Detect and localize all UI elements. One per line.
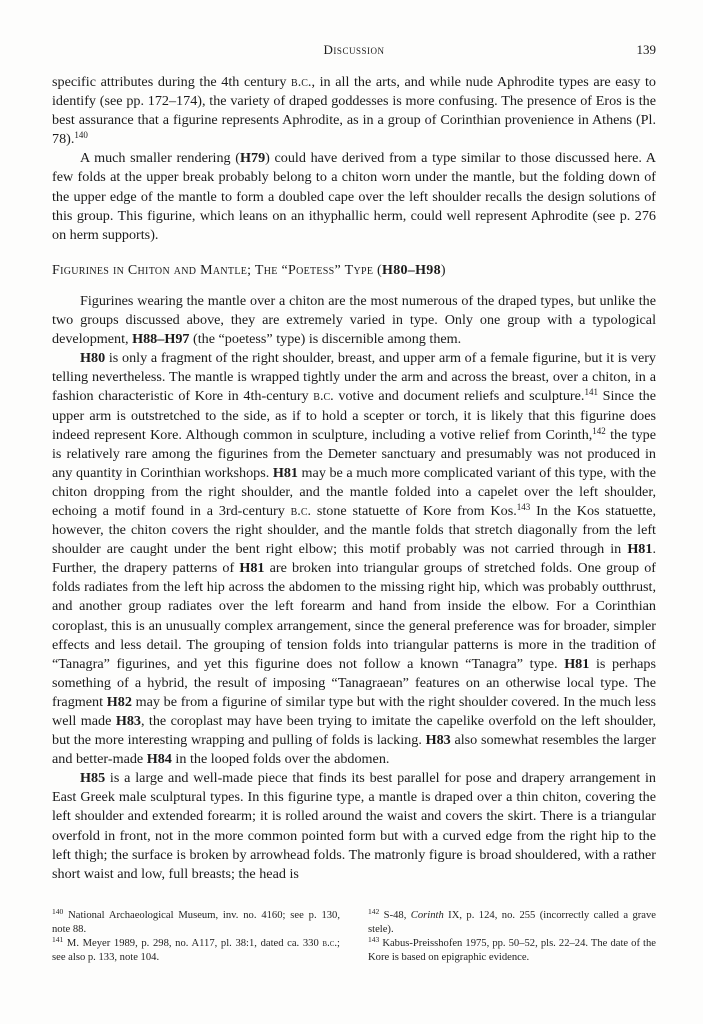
footnote-ref[interactable]: 141	[584, 387, 598, 398]
paragraph-4: H80 is only a fragment of the right shoulder, breast, and upper arm of a female figurine, but it is very telling nevertheless. The mantle is wrapped tightly under the arm and across the breast, over a chiton, in a fashion characteristic of Kore in 4th-century b.c. votive and document reliefs and sculpture.$^{141}$ Since the upper arm is outstretched to the side, as if to hold a scepter or torch, it is likely that this figurine does indeed represent Kore. Although common in sculpture, including a votive relief from Corinth,$^{142}$ the type is relatively rare among the figurines from the Demeter sanctuary and presumably was not produced in any quantity in Corinthian workshops. H81 may be a much more complicated variant of this type, with the chiton dropping from the right shoulder, and the mantle folded into a capelet over the left shoulder, echoing a motif found in a 3rd-century b.c. stone statuette of Kore from Kos.$^{143}$ In the Kos statuette, however, the chiton covers the right shoulder, and the mantle folds that stretch diagonally from the left shoulder are caught under the bent right elbow; this motif probably was not carried through in H81. Further, the drapery patterns of H81 are broken into triangular groups of stretched folds. One group of folds radiates from the left hip across the abdomen to the missing right hip, which was probably outthrust, and another group radiates over the left forearm and hand from inside the elbow. For a Corinthian coroplast, this is an unusually complex arrangement, since the general preference was for broader, simpler effects and less detail. The grouping of tension folds into triangular patterns is more in the tradition of “Tanagra” figurines, and yet this figurine does not follow a known “Tanagra” type. H81 is perhaps something of a hybrid, the result of imposing “Tanagraean” features on an otherwise local type. The fragment H82 may be from a figurine of similar type but with the right shoulder covered. In the much less well made H83, the coroplast may have been trying to imitate the capelike overfold on the left shoulder, but the more interesting wrapping and pulling of folds is lacking. H83 also somewhat resembles the larger and better-made H84 in the looped folds over the abdomen.	[52, 350, 657, 768]
catalog-ref: H79	[240, 150, 266, 167]
paragraph-5: H85 is a large and well-made piece that finds its best parallel for pose and drapery arrangement in East Greek male sculptural types. In this figurine type, a mantle is draped over a thin chiton, covering the left shoulder and extended forearm; it is rolled around the waist and covers the skirt. There is a triangular overfold in front, not in the more common pointed form but with a curved edge from the right hip to the left thigh; the surface is broken by arrowhead folds. The matronly figure is broad shouldered, with a rather short waist and low, full breasts; the head is	[52, 770, 656, 882]
footnote-143: $^{143}$ Kabus-Preisshofen 1975, pp. 50–52, pls. 22–24. The date of the Kore is based on epigraphic evidence.	[368, 935, 656, 963]
catalog-ref: H88–H97	[132, 331, 190, 348]
footnote-ref[interactable]: 142	[592, 425, 606, 436]
catalog-ref: H83	[425, 732, 451, 749]
footnote-141: $^{141}$ M. Meyer 1989, p. 298, no. A117, pl. 38:1, dated ca. 330 b.c.; see also p. 133, note 104.	[52, 935, 340, 963]
catalog-ref: H81	[272, 464, 298, 481]
section-heading: Figurines in Chiton and Mantle; The “Poetess” Type (H80–H98)	[52, 262, 446, 278]
catalog-ref: H83	[115, 713, 141, 729]
running-header	[52, 42, 656, 60]
catalog-ref: H81	[627, 541, 653, 558]
catalog-ref: H82	[106, 693, 132, 710]
footnote-ref[interactable]: 143	[516, 501, 531, 512]
catalog-ref: H80	[80, 350, 106, 367]
catalog-ref: H84	[146, 751, 172, 768]
page-number: 139	[636, 42, 656, 57]
footnote-142: $^{142}$ S-48, Corinth IX, p. 124, no. 255 (incorrectly called a grave stele).	[368, 907, 656, 935]
main-text	[52, 73, 656, 884]
catalog-ref: H81	[564, 655, 590, 672]
footnotes-right-column	[368, 909, 656, 965]
footnote-ref[interactable]: 140	[74, 130, 88, 141]
paragraph-1: specific attributes during the 4th century b.c., in all the arts, and while nude Aphrodite types are easy to identify (see pp. 172–174), the variety of draped goddesses is more confusing. The presence of Eros is the best assurance that a figurine represents Aphrodite, as in a group of Corinthian provenience in Athens (Pl. 78).$^{140}$	[52, 74, 656, 148]
footnote-140: $^{140}$ National Archaeological Museum, inv. no. 4160; see p. 130, note 88.	[52, 907, 340, 935]
paragraph-3: Figurines wearing the mantle over a chiton are the most numerous of the draped types, but unlike the two groups discussed above, they are extremely varied in type. Only one group with a typological development, H88–H97 (the “poetess” type) is discernible among them.	[52, 292, 656, 348]
footnotes-left-column	[52, 909, 340, 965]
catalog-ref: H81	[239, 560, 265, 577]
catalog-ref: H85	[80, 770, 106, 787]
paragraph-2: A much smaller rendering (H79) could have derived from a type similar to those discussed here. A few folds at the upper break probably belong to a chiton worn under the mantle, but the folding down of the upper edge of the mantle to form a doubled cape over the left shoulder recalls the design solutions of this group. This figurine, which leans on an ithyphallic herm, could well represent Aphrodite (see p. 276 on herm supports).	[52, 150, 656, 243]
running-title: Discussion	[323, 42, 385, 57]
